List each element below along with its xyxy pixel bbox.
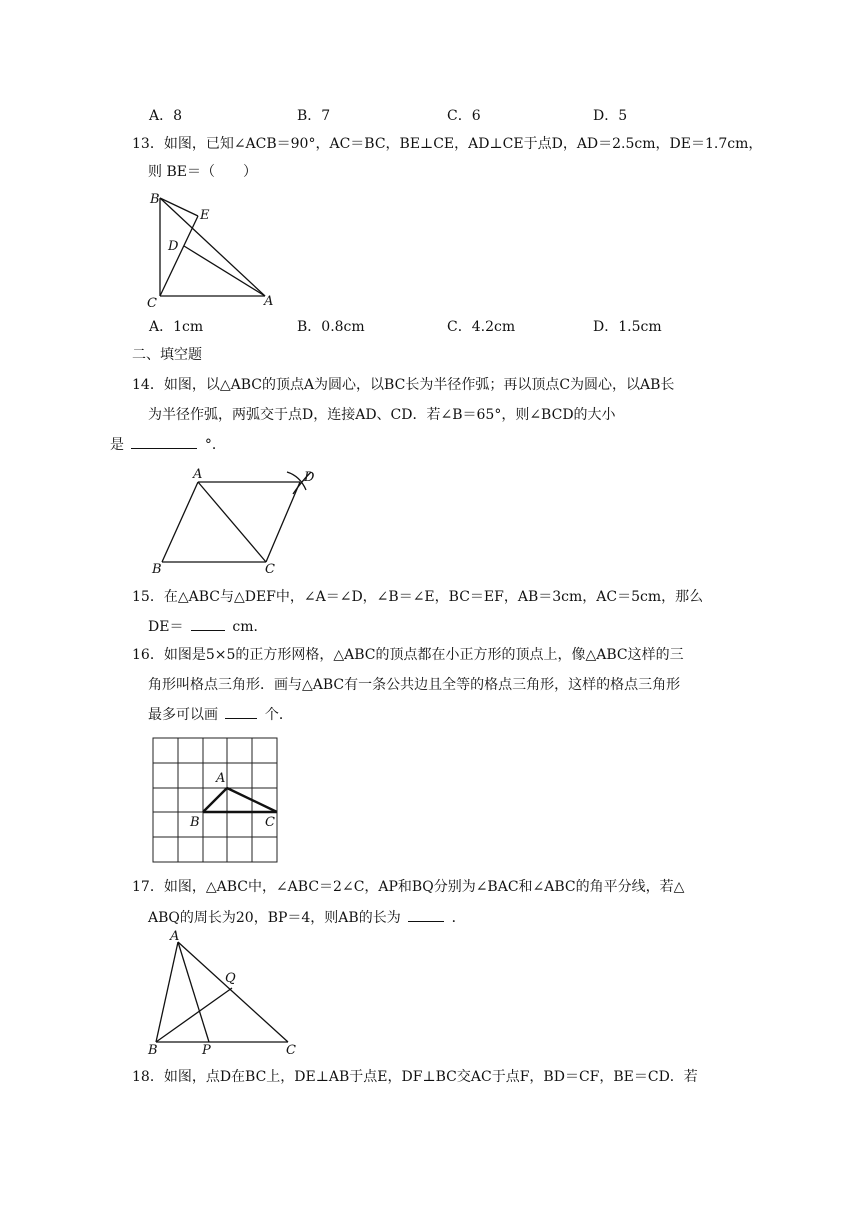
q14-stem-line1: 14．如图，以△ABC的顶点A为圆心，以BC长为半径作弧；再以顶点C为圆心，以AB长 (132, 377, 675, 393)
q12-option-c: C．6 (447, 108, 481, 124)
q17-label-b: B (148, 1043, 158, 1058)
q17-stem-line1: 17．如图，△ABC中，∠ABC＝2∠C，AP和BQ分别为∠BAC和∠ABC的角平分线，若△ (132, 879, 685, 895)
q13-stem-line1: 13．如图，已知∠ACB＝90°，AC＝BC，BE⊥CE，AD⊥CE于点D，AD＝2.5cm，DE＝1.7cm， (132, 136, 763, 152)
q17-label-p: P (202, 1043, 211, 1058)
q15-stem-line2 (148, 616, 267, 637)
q16-label-b: B (190, 815, 200, 830)
q16-line3-pre: 最多可以画 (148, 707, 218, 723)
q17-figure (146, 928, 306, 1058)
q14-line3-post: °． (204, 437, 226, 453)
q17-line2-pre: ABQ的周长为20，BP＝4，则AB的长为 (148, 910, 401, 926)
q17-answer-blank[interactable] (408, 907, 444, 922)
q16-figure (150, 735, 280, 865)
q14-line3-pre: 是 (110, 437, 124, 453)
q14-label-d: D (304, 470, 315, 485)
q13-option-d: D．1.5cm (593, 319, 662, 335)
q16-label-a: A (216, 771, 226, 786)
q17-line2-post: ． (451, 910, 466, 926)
q14-label-b: B (152, 562, 162, 577)
q14-label-a: A (193, 467, 203, 482)
q13-label-b: B (150, 192, 160, 207)
q13-option-b: B．0.8cm (297, 319, 365, 335)
q15-line2-pre: DE＝ (148, 619, 184, 635)
q15-line2-post: cm． (232, 619, 268, 635)
q13-option-a: A．1cm (149, 319, 204, 335)
q17-label-c: C (286, 1043, 296, 1058)
q13-option-c: C．4.2cm (447, 319, 516, 335)
q14-answer-blank[interactable] (131, 434, 197, 449)
q16-stem-line1: 16．如图是5×5的正方形网格，△ABC的顶点都在小正方形的顶点上，像△ABC这样的三 (132, 647, 684, 663)
section-title: 二、填空题 (132, 347, 202, 363)
q17-label-q: Q (225, 971, 236, 986)
q12-option-a: A．8 (149, 108, 183, 124)
q16-label-c: C (265, 815, 275, 830)
q18-stem-line1: 18．如图，点D在BC上，DE⊥AB于点E，DF⊥BC交AC于点F，BD＝CF，BE＝CD．若 (132, 1069, 698, 1085)
q12-option-d: D．5 (593, 108, 628, 124)
q13-label-e: E (200, 208, 210, 223)
q15-answer-blank[interactable] (191, 616, 225, 631)
q16-stem-line3 (148, 704, 293, 725)
q14-stem-line3 (110, 434, 226, 455)
q13-label-d: D (168, 239, 179, 254)
q13-label-a: A (264, 294, 274, 309)
q16-answer-blank[interactable] (225, 704, 257, 719)
q14-stem-line2: 为半径作弧，两弧交于点D，连接AD、CD．若∠B＝65°，则∠BCD的大小 (148, 407, 616, 423)
q13-figure (140, 188, 290, 313)
q14-figure (148, 464, 328, 579)
q15-stem-line1: 15．在△ABC与△DEF中，∠A＝∠D，∠B＝∠E，BC＝EF，AB＝3cm，AC＝5cm，那么 (132, 589, 704, 605)
q17-label-a: A (170, 929, 180, 944)
q13-stem-line2: 则 BE＝（ ） (148, 164, 257, 180)
q12-option-b: B．7 (297, 108, 331, 124)
q13-label-c: C (147, 296, 157, 311)
q16-line3-post: 个． (264, 707, 293, 723)
q17-stem-line2 (148, 907, 466, 928)
q16-stem-line2: 角形叫格点三角形．画与△ABC有一条公共边且全等的格点三角形，这样的格点三角形 (148, 677, 681, 693)
q14-label-c: C (265, 562, 275, 577)
